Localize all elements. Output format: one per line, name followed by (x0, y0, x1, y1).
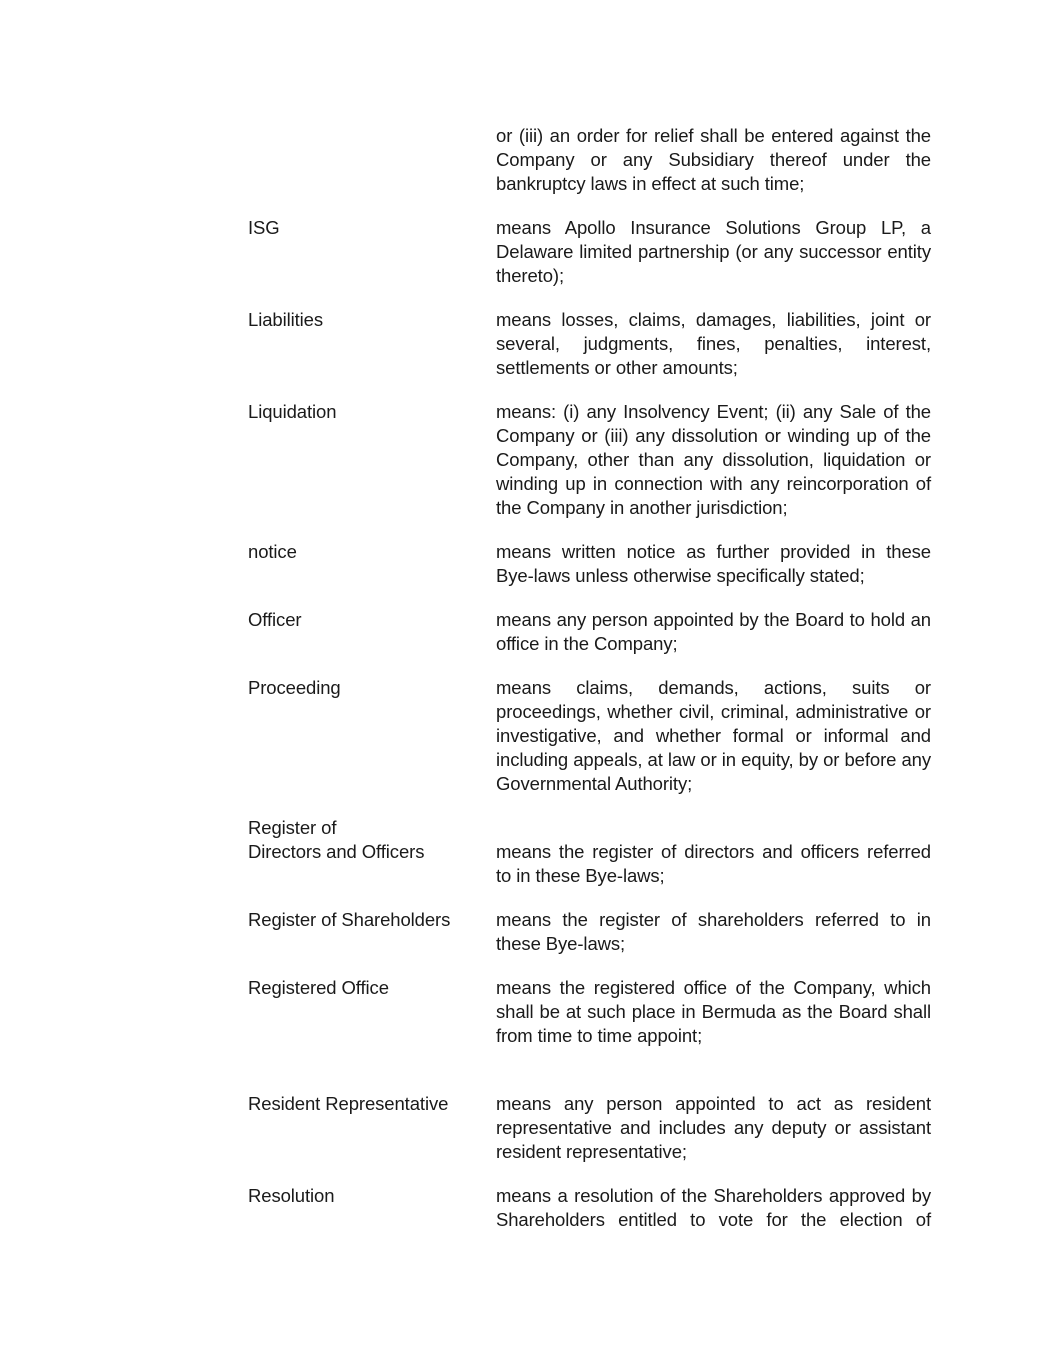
definition-term: Resolution (248, 1185, 335, 1206)
definition-text: means the register of shareholders referred to in these Bye-laws; (496, 909, 931, 954)
definition-text: means any person appointed by the Board to hold an office in the Company; (496, 609, 931, 654)
definition-term: Liquidation (248, 401, 337, 422)
definition-text: means any person appointed to act as resident representative and includes any deputy or assistant resident representative; (496, 1093, 931, 1162)
definition-text: means the registered office of the Company, which shall be at such place in Bermuda as the Board shall from time to time appoint; (496, 977, 931, 1046)
definition-term: Officer (248, 609, 302, 630)
definition-term-line: Register of (248, 817, 337, 838)
definition-term: Register of Shareholders (248, 909, 451, 930)
definition-entry-proceeding (248, 676, 931, 796)
definition-entry-isg (248, 216, 931, 288)
definition-entry-register-directors (248, 816, 931, 888)
definitions-list (248, 124, 931, 1232)
definition-term (248, 816, 496, 864)
definition-entry-register-shareholders (248, 908, 931, 956)
definition-term-line: Directors and Officers (248, 841, 425, 862)
definition-term: notice (248, 541, 297, 562)
definition-term: Registered Office (248, 977, 389, 998)
definition-entry-resolution (248, 1184, 931, 1232)
definition-text: or (iii) an order for relief shall be entered against the Company or any Subsidiary thereof under the bankruptcy laws in effect at such time; (496, 125, 931, 194)
definition-entry-resident-representative (248, 1092, 931, 1164)
definition-text: means: (i) any Insolvency Event; (ii) any Sale of the Company or (iii) any dissolution or winding up of the Company, other than any dissolution, liquidation or winding up in connection with any reincorporation of the Company in another jurisdiction; (496, 401, 931, 518)
definition-entry-continued (248, 124, 931, 196)
definition-text: means losses, claims, damages, liabilities, joint or several, judgments, fines, penalties, interest, settlements or other amounts; (496, 309, 931, 378)
definition-term: Proceeding (248, 677, 341, 698)
definition-entry-registered-office (248, 976, 931, 1048)
definition-text: means Apollo Insurance Solutions Group LP, a Delaware limited partnership (or any successor entity thereto); (496, 217, 931, 286)
definition-term: Resident Representative (248, 1093, 449, 1114)
definition-term: Liabilities (248, 309, 323, 330)
definition-text: means the register of directors and officers referred to in these Bye-laws; (496, 841, 931, 886)
definition-entry-liabilities (248, 308, 931, 380)
definition-entry-notice (248, 540, 931, 588)
definition-entry-liquidation (248, 400, 931, 520)
definition-text: means claims, demands, actions, suits or proceedings, whether civil, criminal, administrative or investigative, and whether formal or informal and including appeals, at law or in equity, by or before any Governmental Authority; (496, 677, 931, 794)
definition-term: ISG (248, 217, 280, 238)
definition-entry-officer (248, 608, 931, 656)
definition-text: means written notice as further provided in these Bye-laws unless otherwise specifically stated; (496, 541, 931, 586)
definition-text: means a resolution of the Shareholders approved by Shareholders entitled to vote for the election of (496, 1185, 931, 1230)
